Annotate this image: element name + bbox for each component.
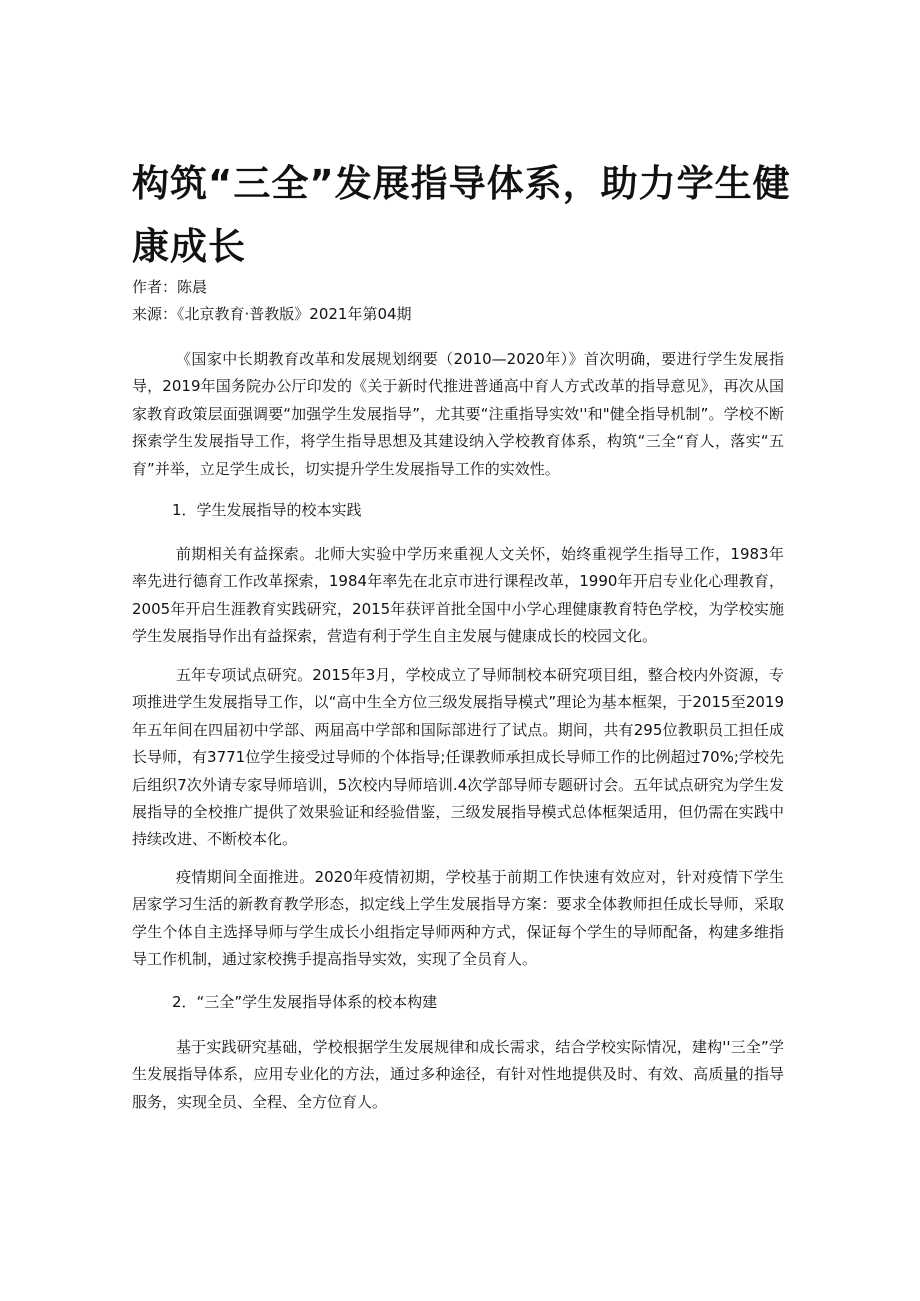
- paragraph-early-exploration: 前期相关有益探索。北师大实验中学历来重视人文关怀，始终重视学生指导工作，1983年率先进行德育工作改革探索，1984年率先在北京市进行课程改革，1990年开启专业化心理教育，2005年开启生涯教育实践研究，2015年获评首批全国中小学心理健康教育特色学校，为学校实施学生发展指导作出有益探索，营造有利于学生自主发展与健康成长的校园文化。: [132, 545, 784, 646]
- paragraph-pilot-research: 五年专项试点研究。2015年3月，学校成立了导师制校本研究项目组，整合校内外资源，专项推进学生发展指导工作，以“高中生全方位三级发展指导模式”理论为基本框架，于2015至2019年五年间在四届初中学部、两届高中学部和国际部进行了试点。期间，共有295位教职员工担任成长导师，有3771位学生接受过导师的个体指导;任课教师承担成长导师工作的比例超过70%;学校先后组织7次外请专家导师培训，5次校内导师培训.4次学部导师专题研讨会。五年试点研究为学生发展指导的全校推广提供了效果验证和经验借鉴，三级发展指导模式总体框架适用，但仍需在实践中持续改进、不断校本化。: [132, 666, 784, 849]
- paragraph-pandemic-response: 疫情期间全面推进。2020年疫情初期，学校基于前期工作快速有效应对，针对疫情下学生居家学习生活的新教育教学形态，拟定线上学生发展指导方案：要求全体教师担任成长导师，采取学生个体自主选择导师与学生成长小组指定导师两种方式，保证每个学生的导师配备，构建多维指导工作机制，通过家校携手提高指导实效，实现了全员育人。: [132, 868, 784, 969]
- article-title: 构筑“三全”发展指导体系，助力学生健康成长: [132, 162, 791, 268]
- section-heading-1: 1．学生发展指导的校本实践: [172, 501, 362, 519]
- author-line: 作者：陈晨: [132, 278, 208, 296]
- paragraph-intro: 《国家中长期教育改革和发展规划纲要（2010—2020年）》首次明确，要进行学生发展指导，2019年国务院办公厅印发的《关于新时代推进普通高中育人方式改革的指导意见》，再次从国家教育政策层面强调要“加强学生发展指导”，尤其要“注重指导实效''和"健全指导机制”。学校不断探索学生发展指导工作，将学生指导思想及其建设纳入学校教育体系，构筑“三全“育人，落实“五育”并举，立足学生成长，切实提升学生发展指导工作的实效性。: [132, 350, 784, 478]
- paragraph-system-construction: 基于实践研究基础，学校根据学生发展规律和成长需求，结合学校实际情况，建构''三全”学生发展指导体系，应用专业化的方法，通过多种途径，有针对性地提供及时、有效、高质量的指导服务，实现全员、全程、全方位育人。: [132, 1038, 784, 1111]
- source-line: 来源：《北京教育·普教版》2021年第04期: [132, 305, 412, 323]
- section-heading-2: 2．“三全”学生发展指导体系的校本构建: [172, 993, 438, 1011]
